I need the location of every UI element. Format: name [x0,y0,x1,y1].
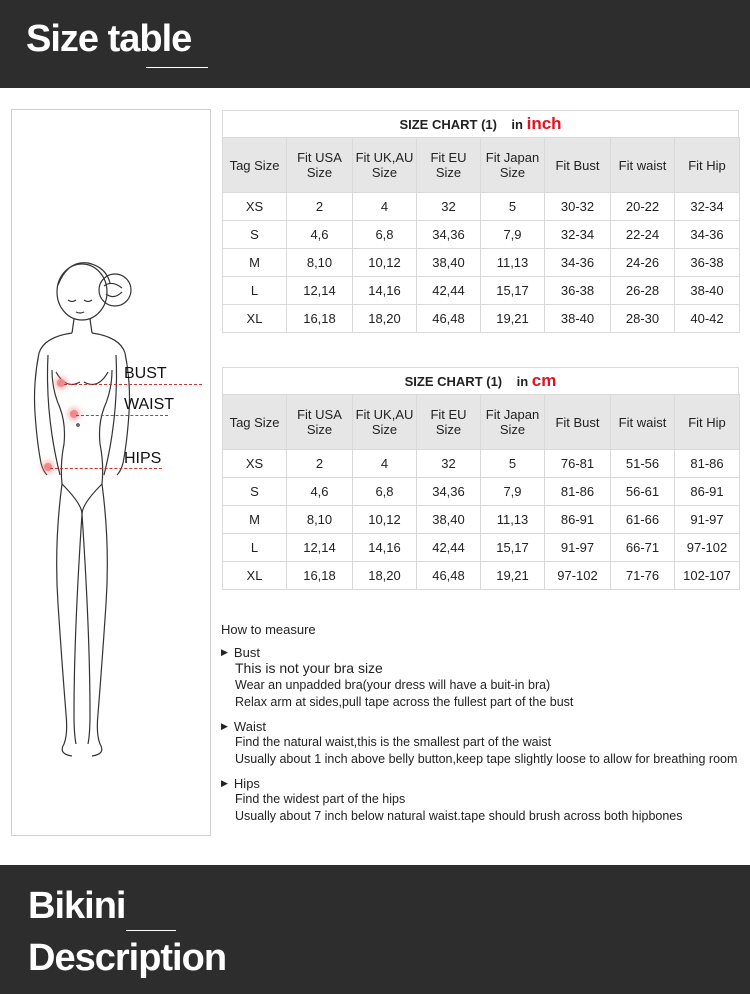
chart-title-inch [222,110,739,137]
table-cell: 10,12 [353,249,417,277]
table-cell: 34,36 [417,221,481,249]
table-header-row [223,395,740,450]
waist-section-label: Waist [233,719,266,734]
table-cell: 36-38 [545,277,611,305]
table-cell: 32-34 [675,193,740,221]
table-cell: 34,36 [417,478,481,506]
table-cell: 10,12 [353,506,417,534]
table-body-cm [223,450,740,590]
table-cell: 56-61 [611,478,675,506]
hips-label: HIPS [124,450,162,467]
table-cell: 91-97 [675,506,740,534]
col-fit-waist: Fit waist [611,138,675,193]
table-cell: 97-102 [675,534,740,562]
col-fit-bust: Fit Bust [545,138,611,193]
table-cell: 86-91 [545,506,611,534]
col-tag-size: Tag Size [223,138,287,193]
table-cell: 81-86 [675,450,740,478]
size-table-inch [222,137,740,333]
table-row [223,249,740,277]
page-title: Size table [26,18,192,60]
table-body-inch [223,193,740,333]
waist-marker [70,410,78,418]
waist-line [76,415,168,416]
table-cell: 7,9 [481,221,545,249]
size-cell: M [223,506,287,534]
body-outline-illustration [12,110,210,835]
how-to-measure-heading: How to measure [221,622,316,637]
table-cell: 8,10 [287,506,353,534]
col-usa-size: Fit USA Size [287,138,353,193]
hips-line-1: Find the widest part of the hips [235,792,406,806]
triangle-bullet-icon: ▶ [221,647,228,657]
table-cell: 20-22 [611,193,675,221]
body-figure-panel [11,109,211,836]
chart-in-word: in [511,117,523,132]
how-to-measure-section [221,622,749,825]
col-japan-size: Fit Japan Size [481,138,545,193]
table-cell: 38,40 [417,249,481,277]
waist-label: WAIST [124,396,175,413]
col-uk-au-size: Fit UK,AU Size [353,395,417,450]
table-cell: 61-66 [611,506,675,534]
table-cell: 19,21 [481,562,545,590]
table-row [223,221,740,249]
size-cell: XS [223,450,287,478]
bust-section-title [221,645,749,660]
table-cell: 36-38 [675,249,740,277]
size-chart-inch [222,110,739,333]
col-usa-size: Fit USA Size [287,395,353,450]
table-cell: 4 [353,193,417,221]
bust-line [64,384,202,385]
table-cell: 18,20 [353,305,417,333]
chart-unit-cm: cm [531,371,557,390]
col-tag-size: Tag Size [223,395,287,450]
hips-line [50,468,162,469]
table-cell: 11,13 [481,249,545,277]
table-cell: 14,16 [353,277,417,305]
table-cell: 12,14 [287,534,353,562]
table-row [223,534,740,562]
col-japan-size: Fit Japan Size [481,395,545,450]
table-cell: 38-40 [675,277,740,305]
table-cell: 91-97 [545,534,611,562]
bust-line-2: Wear an unpadded bra(your dress will have a buit-in bra) [235,678,551,692]
table-cell: 16,18 [287,562,353,590]
table-cell: 2 [287,193,353,221]
table-cell: 22-24 [611,221,675,249]
table-cell: 12,14 [287,277,353,305]
table-cell: 4,6 [287,221,353,249]
hips-section-title [221,776,749,791]
triangle-bullet-icon: ▶ [221,721,228,731]
table-cell: 102-107 [675,562,740,590]
table-cell: 14,16 [353,534,417,562]
table-cell: 42,44 [417,534,481,562]
table-cell: 71-76 [611,562,675,590]
size-cell: M [223,249,287,277]
table-cell: 6,8 [353,221,417,249]
bust-line-3: Relax arm at sides,pull tape across the fullest part of the bust [235,695,574,709]
table-cell: 38,40 [417,506,481,534]
footer-title-line1: Bikini [28,885,126,927]
table-cell: 11,13 [481,506,545,534]
table-row [223,562,740,590]
chart-title-text: SIZE CHART (1) [399,117,497,132]
chart-unit-inch: inch [526,114,562,133]
size-cell: XS [223,193,287,221]
size-cell: S [223,478,287,506]
table-cell: 76-81 [545,450,611,478]
col-uk-au-size: Fit UK,AU Size [353,138,417,193]
table-row [223,450,740,478]
col-fit-hip: Fit Hip [675,395,740,450]
size-cell: XL [223,305,287,333]
table-cell: 8,10 [287,249,353,277]
bust-section-label: Bust [233,645,260,660]
waist-line-1: Find the natural waist,this is the smallest part of the waist [235,735,552,749]
footer-underline [126,930,176,931]
hips-section-label: Hips [233,776,260,791]
table-cell: 28-30 [611,305,675,333]
bust-label: BUST [124,365,167,382]
size-table-cm [222,394,740,590]
table-cell: 5 [481,193,545,221]
table-cell: 19,21 [481,305,545,333]
table-cell: 81-86 [545,478,611,506]
triangle-bullet-icon: ▶ [221,778,228,788]
chart-title-cm [222,367,739,394]
col-fit-hip: Fit Hip [675,138,740,193]
table-cell: 51-56 [611,450,675,478]
table-row [223,193,740,221]
table-cell: 26-28 [611,277,675,305]
table-cell: 42,44 [417,277,481,305]
table-row [223,305,740,333]
chart-title-text: SIZE CHART (1) [404,374,503,389]
chart-in-word: in [516,374,529,389]
table-cell: 46,48 [417,562,481,590]
table-cell: 15,17 [481,534,545,562]
header-bar [0,0,750,88]
bust-line-1: This is not your bra size [235,660,383,676]
size-chart-cm [222,367,739,590]
table-cell: 7,9 [481,478,545,506]
table-cell: 24-26 [611,249,675,277]
table-cell: 2 [287,450,353,478]
table-cell: 40-42 [675,305,740,333]
table-cell: 16,18 [287,305,353,333]
size-cell: XL [223,562,287,590]
table-row [223,277,740,305]
table-cell: 66-71 [611,534,675,562]
table-cell: 6,8 [353,478,417,506]
table-cell: 18,20 [353,562,417,590]
footer-bar [0,865,750,994]
footer-title-line2: Description [28,937,227,979]
size-cell: L [223,277,287,305]
hips-marker [44,463,52,471]
waist-line-2: Usually about 1 inch above belly button,keep tape slightly loose to allow for breathing room [235,752,738,766]
table-cell: 32-34 [545,221,611,249]
col-fit-waist: Fit waist [611,395,675,450]
table-cell: 34-36 [545,249,611,277]
waist-section-title [221,719,749,734]
size-cell: L [223,534,287,562]
table-header-row [223,138,740,193]
table-cell: 30-32 [545,193,611,221]
table-cell: 4,6 [287,478,353,506]
col-eu-size: Fit EU Size [417,138,481,193]
table-cell: 46,48 [417,305,481,333]
col-eu-size: Fit EU Size [417,395,481,450]
bust-marker [57,379,65,387]
table-cell: 4 [353,450,417,478]
table-cell: 97-102 [545,562,611,590]
table-cell: 5 [481,450,545,478]
table-row [223,478,740,506]
table-cell: 32 [417,450,481,478]
title-underline [146,67,208,68]
size-cell: S [223,221,287,249]
hips-line-2: Usually about 7 inch below natural waist.tape should brush across both hipbones [235,809,683,823]
col-fit-bust: Fit Bust [545,395,611,450]
table-row [223,506,740,534]
table-cell: 32 [417,193,481,221]
table-cell: 34-36 [675,221,740,249]
table-cell: 38-40 [545,305,611,333]
table-cell: 15,17 [481,277,545,305]
table-cell: 86-91 [675,478,740,506]
